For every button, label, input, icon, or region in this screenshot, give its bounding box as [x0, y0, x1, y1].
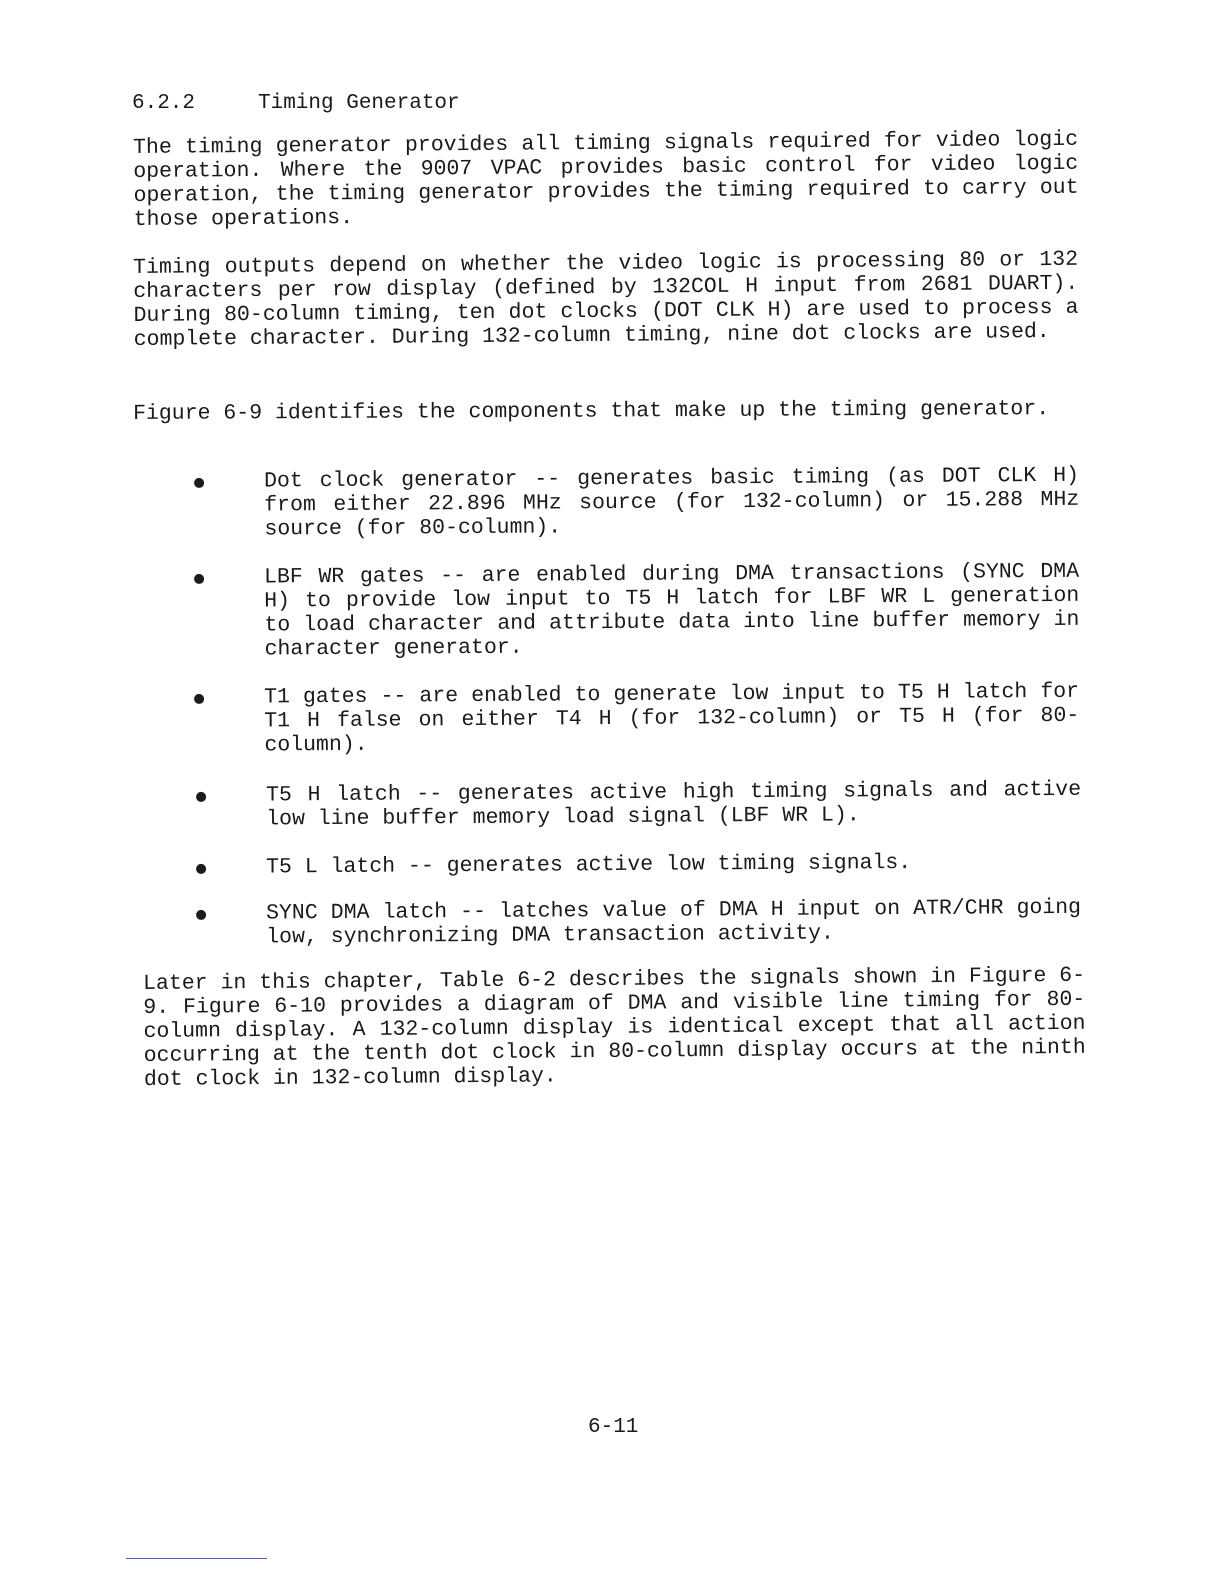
bullet-icon [196, 910, 206, 920]
section-title: Timing Generator [258, 92, 460, 115]
list-item-text: Dot clock generator -- generates basic timing (as DOT CLK H) from either 22.896 MHz source (for 132-column) or 15.288 MHz source (for 80-column). [263, 463, 1080, 542]
list-item [190, 559, 1085, 662]
list-item-text: SYNC DMA latch -- latches value of DMA H input on ATR/CHR going low, synchronizing DMA transaction activity. [265, 895, 1082, 950]
list-item [192, 850, 1087, 880]
list-item [190, 463, 1085, 542]
section-number: 6.2.2 [132, 92, 196, 115]
closing-paragraph: Later in this chapter, Table 6-2 describes the signals shown in Figure 6-9. Figure 6-10 provides a diagram of DMA and visible line timing for 80-column display. A 132-column display is identical except that all action occurring at the tenth dot clock in 80-column display occurs at the ninth dot clock in 132-column display. [143, 963, 1086, 1092]
bullet-icon [194, 694, 204, 704]
bullet-icon [194, 478, 204, 488]
list-item [190, 679, 1085, 758]
figure-reference-paragraph: Figure 6-9 identifies the components that make up the timing generator. [133, 397, 1050, 426]
page-number: 6-11 [588, 1416, 639, 1439]
list-item-text: T5 L latch -- generates active low timing signals. [265, 850, 912, 880]
list-item-text: T1 gates -- are enabled to generate low input to T5 H latch for T1 H false on either T4 H (for 132-column) or T5 H (for 80-column). [263, 679, 1080, 758]
bullet-icon [196, 864, 206, 874]
list-item [192, 895, 1087, 950]
list-item-text: T5 H latch -- generates active high timing signals and active low line buffer memory load signal (LBF WR L). [265, 777, 1082, 832]
list-item [192, 777, 1087, 832]
timing-outputs-paragraph: Timing outputs depend on whether the video logic is processing 80 or 132 characters per row display (defined by 132COL H input from 2681 DUART). During 80-column timing, ten dot clocks (DOT CLK H) are used to process a complete character. During 132-column timing, nine dot clocks are used. [133, 247, 1079, 352]
footer-rule [126, 1558, 267, 1559]
intro-paragraph: The timing generator provides all timing signals required for video logic operation. Where the 9007 VPAC provides basic control for video logic operation, the timing generator provides the timing required to carry out those operations. [133, 127, 1079, 232]
bullet-icon [196, 792, 206, 802]
section-heading [132, 92, 460, 115]
list-item-text: LBF WR gates -- are enabled during DMA transactions (SYNC DMA H) to provide low input to T5 H latch for LBF WR L generation to load character and attribute data into line buffer memory in character generator. [263, 559, 1080, 662]
bullet-icon [194, 574, 204, 584]
